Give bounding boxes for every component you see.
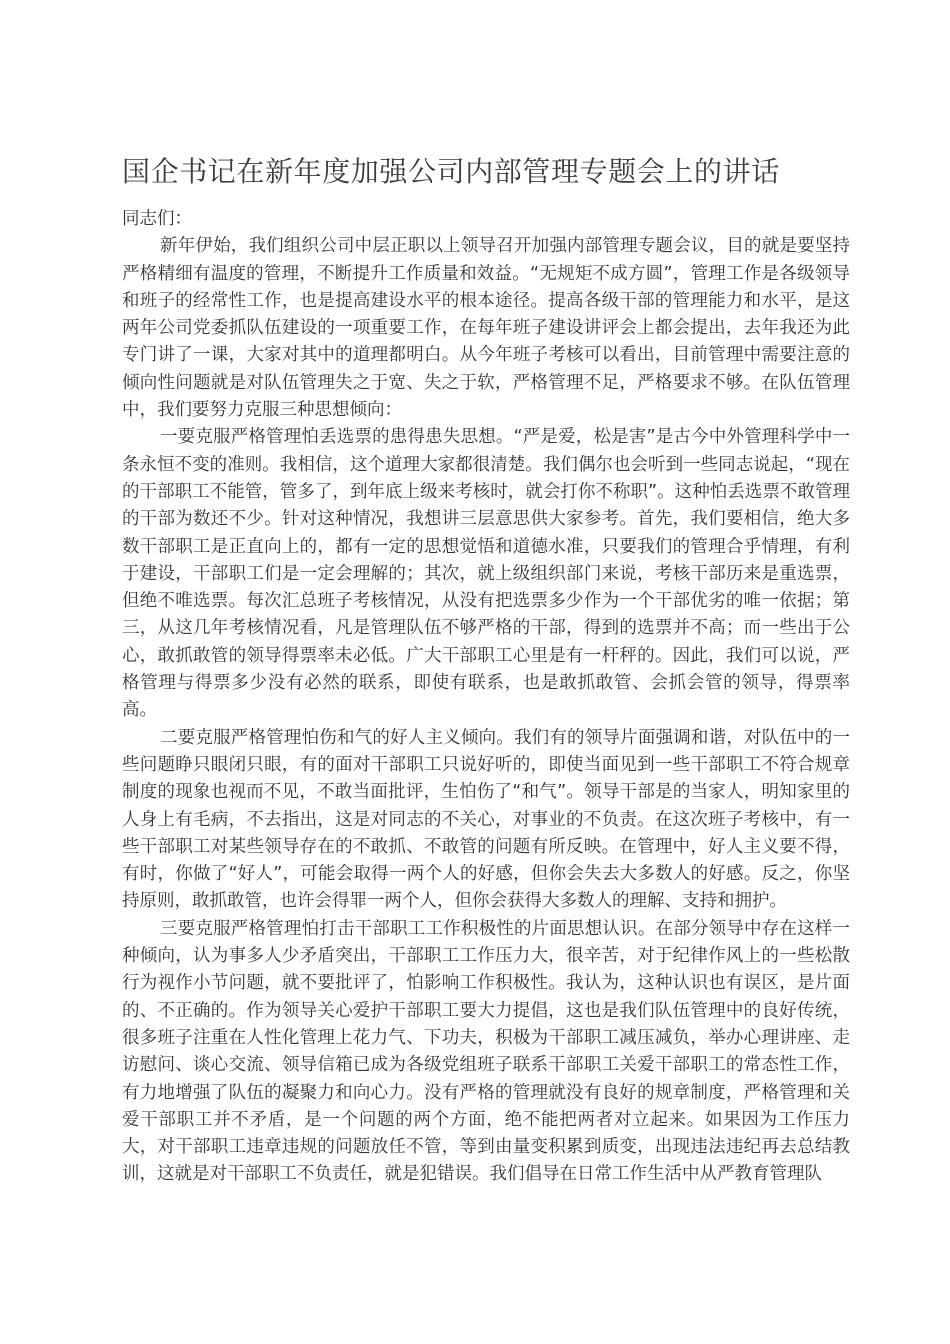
paragraph-intro: 新年伊始，我们组织公司中层正职以上领导召开加强内部管理专题会议，目的就是要坚持严格精细有温度的管理，不断提升工作质量和效益。“无规矩不成方圆”，管理工作是各级领导和班子的经常性工作，也是提高建设水平的根本途径。提高各级干部的管理能力和水平，是这两年公司党委抓队伍建设的一项重要工作，在每年班子建设讲评会上都会提出，去年我还为此专门讲了一课，大家对其中的道理都明白。从今年班子考核可以看出，目前管理中需要注意的倾向性问题就是对队伍管理失之于宽、失之于软，严格管理不足，严格要求不够。在队伍管理中，我们要努力克服三种思想倾向：: [122, 236, 850, 421]
paragraph-point-two: 二要克服严格管理怕伤和气的好人主义倾向。我们有的领导片面强调和谐，对队伍中的一些问题睁只眼闭只眼，有的面对干部职工只说好听的，即使当面见到一些干部职工不符合规章制度的现象也视而不见，不敢当面批评，生怕伤了“和气”。领导干部是的当家人，明知家里的人身上有毛病，不去指出，这是对同志的不关心，对事业的不负责。在这次班子考核中，有一些干部职工对某些领导存在的不敢抓、不敢管的问题有所反映。在管理中，好人主义要不得，有时，你做了“好人”，可能会取得一两个人的好感，但你会失去大多数人的好感。反之，你坚持原则，敢抓敢管，也许会得罪一两个人，但你会获得大多数人的理解、支持和拥护。: [122, 727, 850, 912]
document-title: 国企书记在新年度加强公司内部管理专题会上的讲话: [122, 155, 780, 188]
document-body: [122, 206, 850, 1189]
paragraph-point-three: 三要克服严格管理怕打击干部职工工作积极性的片面思想认识。在部分领导中存在这样一种倾向，认为事多人少矛盾突出，干部职工工作压力大，很辛苦，对于纪律作风上的一些松散行为视作小节问题，就不要批评了，怕影响工作积极性。我认为，这种认识也有误区，是片面的、不正确的。作为领导关心爱护干部职工要大力提倡，这也是我们队伍管理中的良好传统，很多班子注重在人性化管理上花力气、下功夫，积极为干部职工减压减负，举办心理讲座、走访慰问、谈心交流、领导信箱已成为各级党组班子联系干部职工关爱干部职工的常态性工作，有力地增强了队伍的凝聚力和向心力。没有严格的管理就没有良好的规章制度，严格管理和关爱干部职工并不矛盾，是一个问题的两个方面，绝不能把两者对立起来。如果因为工作压力大，对干部职工违章违规的问题放任不管，等到由量变积累到质变，出现违法违纪再去总结教训，这就是对干部职工不负责任，就是犯错误。我们倡导在日常工作生活中从严教育管理队: [122, 918, 850, 1185]
paragraph-point-one: 一要克服严格管理怕丢选票的患得患失思想。“严是爱，松是害”是古今中外管理科学中一条永恒不变的准则。我相信，这个道理大家都很清楚。我们偶尔也会听到一些同志说起，“现在的干部职工不能管，管多了，到年底上级来考核时，就会打你不称职”。这种怕丢选票不敢管理的干部为数还不少。针对这种情况，我想讲三层意思供大家参考。首先，我们要相信，绝大多数干部职工是正直向上的，都有一定的思想觉悟和道德水准，只要我们的管理合乎情理，有利于建设，干部职工们是一定会理解的；其次，就上级组织部门来说，考核干部历来是重选票，但绝不唯选票。每次汇总班子考核情况，从没有把选票多少作为一个干部优劣的唯一依据；第三，从这几年考核情况看，凡是管理队伍不够严格的干部，得到的选票并不高；而一些出于公心，敢抓敢管的领导得票率未必低。广大干部职工心里是有一杆秤的。因此，我们可以说，严格管理与得票多少没有必然的联系，即使有联系，也是敢抓敢管、会抓会管的领导，得票率高。: [122, 427, 850, 721]
salutation: 同志们：: [122, 209, 192, 229]
